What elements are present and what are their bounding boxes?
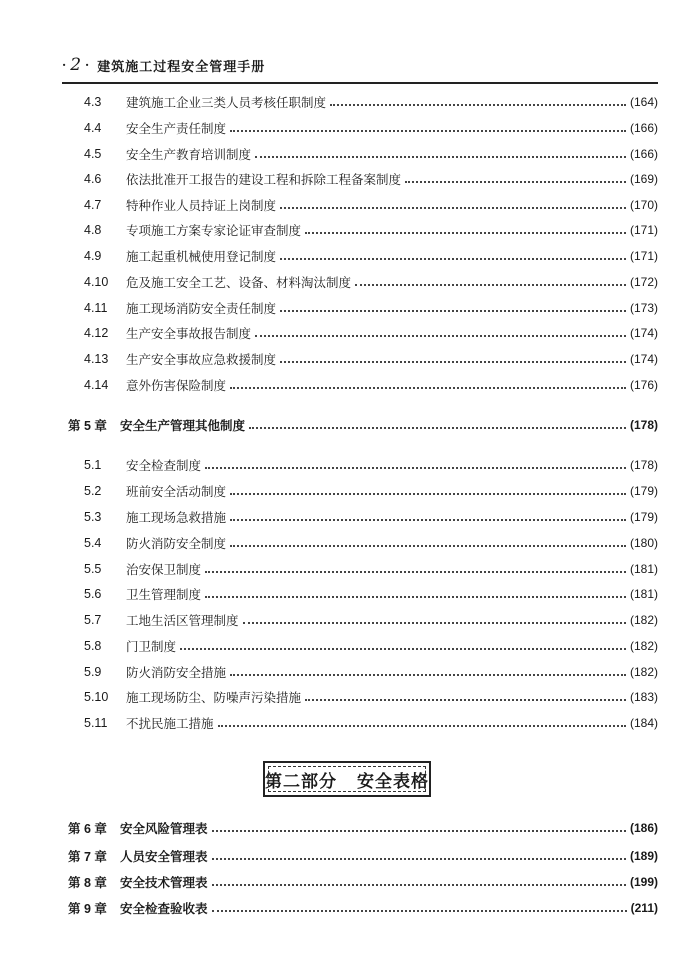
toc-entry-number: 4.12 <box>84 326 109 340</box>
toc-entry[interactable] <box>84 271 658 293</box>
toc-leader <box>305 699 626 701</box>
toc-entry-title: 意外伤害保险制度 <box>126 378 227 393</box>
toc-entry-title: 施工现场防尘、防噪声污染措施 <box>126 690 302 705</box>
toc-chapter-page: (189) <box>629 849 658 863</box>
toc-leader <box>330 104 626 106</box>
toc-leader <box>212 910 627 912</box>
toc-entry-page: (181) <box>629 562 658 576</box>
toc-entry-page: (173) <box>629 301 658 315</box>
toc-leader <box>255 335 626 337</box>
page-number: 2 <box>70 55 82 75</box>
toc-chapter-number: 第 6 章 <box>68 822 107 836</box>
toc-entry[interactable] <box>84 686 658 708</box>
toc-entry[interactable] <box>84 297 658 319</box>
toc-leader <box>230 387 626 389</box>
toc-entry[interactable] <box>84 322 658 344</box>
toc-entry-page: (184) <box>629 716 658 730</box>
toc-entry-page: (179) <box>629 510 658 524</box>
toc-entry[interactable] <box>84 480 658 502</box>
toc-entry-title: 门卫制度 <box>126 639 177 654</box>
toc-entry-page: (166) <box>629 147 658 161</box>
toc-entry-title: 班前安全活动制度 <box>126 484 227 499</box>
toc-entry-number: 4.9 <box>84 249 102 263</box>
toc-leader <box>230 519 626 521</box>
toc-entry-title: 特种作业人员持证上岗制度 <box>126 198 277 213</box>
toc-entry-number: 4.4 <box>84 121 102 135</box>
part-label: 第二部分 <box>265 771 337 792</box>
toc-entry[interactable] <box>84 635 658 657</box>
toc-chapter-page: (211) <box>630 901 658 915</box>
toc-leader <box>205 571 626 573</box>
toc-leader <box>230 493 626 495</box>
toc-entry-page: (179) <box>629 484 658 498</box>
toc-leader <box>230 545 626 547</box>
toc-entry-number: 5.6 <box>84 587 102 601</box>
toc-leader <box>205 467 626 469</box>
toc-entry-page: (178) <box>629 458 658 472</box>
toc-chapter-page: (199) <box>629 875 658 889</box>
toc-chapter[interactable] <box>68 897 658 919</box>
toc-entry-title: 依法批准开工报告的建设工程和拆除工程备案制度 <box>126 172 402 187</box>
toc-entry[interactable] <box>84 609 658 631</box>
toc-chapter-number: 第 8 章 <box>68 876 107 890</box>
toc-entry-title: 生产安全事故报告制度 <box>126 326 252 341</box>
toc-leader <box>230 130 626 132</box>
toc-entry-page: (182) <box>629 665 658 679</box>
toc-entry[interactable] <box>84 454 658 476</box>
toc-chapter-number: 第 7 章 <box>68 850 107 864</box>
toc-entry-title: 工地生活区管理制度 <box>126 613 239 628</box>
toc-leader <box>355 284 626 286</box>
toc-entry-page: (169) <box>629 172 658 186</box>
header-rule <box>62 82 658 84</box>
toc-entry-title: 危及施工安全工艺、设备、材料淘汰制度 <box>126 275 352 290</box>
toc-entry-title: 安全生产教育培训制度 <box>126 147 252 162</box>
toc-entry-page: (170) <box>629 198 658 212</box>
toc-entry-title: 专项施工方案专家论证审查制度 <box>126 223 302 238</box>
toc-entry-page: (181) <box>629 587 658 601</box>
toc-entry-title: 施工现场急救措施 <box>126 510 227 525</box>
toc-entry-page: (180) <box>629 536 658 550</box>
toc-entry-number: 4.8 <box>84 223 102 237</box>
toc-entry-number: 4.11 <box>84 301 108 315</box>
toc-entry[interactable] <box>84 168 658 190</box>
toc-leader <box>212 858 626 860</box>
toc-leader <box>280 310 626 312</box>
toc-chapter-title: 安全技术管理表 <box>120 875 208 890</box>
toc-chapter-title: 人员安全管理表 <box>120 849 208 864</box>
toc-entry-number: 4.14 <box>84 378 109 392</box>
toc-entry-number: 4.6 <box>84 172 102 186</box>
toc-entry[interactable] <box>84 374 658 396</box>
toc-entry-number: 5.4 <box>84 536 102 550</box>
toc-entry[interactable] <box>84 661 658 683</box>
toc-entry-number: 4.7 <box>84 198 102 212</box>
toc-entry[interactable] <box>84 506 658 528</box>
toc-entry-title: 施工起重机械使用登记制度 <box>126 249 277 264</box>
toc-entry-number: 5.9 <box>84 665 102 679</box>
toc-leader <box>230 674 626 676</box>
part-two-banner[interactable] <box>263 761 431 797</box>
toc-chapter-5[interactable] <box>68 414 658 436</box>
toc-chapter-page: (178) <box>629 418 658 432</box>
toc-leader <box>212 884 626 886</box>
toc-entry-page: (183) <box>629 690 658 704</box>
toc-entry-page: (176) <box>629 378 658 392</box>
toc-entry-page: (171) <box>629 249 658 263</box>
toc-entry-page: (172) <box>629 275 658 289</box>
toc-leader <box>280 361 626 363</box>
toc-leader <box>180 648 626 650</box>
toc-entry-page: (164) <box>629 95 658 109</box>
toc-leader <box>205 596 626 598</box>
toc-entry-number: 5.5 <box>84 562 102 576</box>
toc-entry-page: (166) <box>629 121 658 135</box>
running-header <box>62 52 662 78</box>
book-title: 建筑施工过程安全管理手册 <box>97 59 266 75</box>
toc-entry-number: 4.10 <box>84 275 109 289</box>
toc-entry-title: 安全检查制度 <box>126 458 202 473</box>
toc-entry-number: 4.5 <box>84 147 102 161</box>
toc-entry-title: 防火消防安全制度 <box>126 536 227 551</box>
toc-entry-title: 卫生管理制度 <box>126 587 202 602</box>
toc-entry-number: 5.1 <box>84 458 102 472</box>
toc-entry-number: 5.8 <box>84 639 102 653</box>
toc-entry[interactable] <box>84 219 658 241</box>
toc-entry-number: 5.11 <box>84 716 108 730</box>
toc-entry-title: 防火消防安全措施 <box>126 665 227 680</box>
toc-entry-number: 5.10 <box>84 690 109 704</box>
toc-entry-number: 4.3 <box>84 95 102 109</box>
toc-entry-page: (174) <box>629 326 658 340</box>
toc-chapter[interactable] <box>68 845 658 867</box>
toc-entry-title: 治安保卫制度 <box>126 562 202 577</box>
header-bullet-left: · <box>62 58 67 72</box>
toc-leader <box>243 622 626 624</box>
toc-entry[interactable] <box>84 348 658 370</box>
toc-leader <box>255 156 626 158</box>
toc-entry-page: (174) <box>629 352 658 366</box>
toc-entry[interactable] <box>84 143 658 165</box>
toc-entry-page: (171) <box>629 223 658 237</box>
toc-entry[interactable] <box>84 245 658 267</box>
toc-leader <box>212 830 626 832</box>
header-bullet-right: · <box>85 58 90 72</box>
toc-chapter-number: 第 5 章 <box>68 419 107 433</box>
toc-entry-title: 生产安全事故应急救援制度 <box>126 352 277 367</box>
part-title: 安全表格 <box>357 771 429 792</box>
toc-leader <box>218 725 626 727</box>
toc-entry-title: 不扰民施工措施 <box>126 716 214 731</box>
toc-entry-title: 安全生产责任制度 <box>126 121 227 136</box>
toc-entry-number: 5.2 <box>84 484 102 498</box>
toc-chapter-number: 第 9 章 <box>68 902 107 916</box>
toc-entry[interactable] <box>84 712 658 734</box>
toc-entry-number: 4.13 <box>84 352 109 366</box>
toc-leader <box>405 181 626 183</box>
toc-chapter-title: 安全检查验收表 <box>120 901 208 916</box>
toc-chapter[interactable] <box>68 871 658 893</box>
toc-chapter-page: (186) <box>629 821 658 835</box>
toc-chapter[interactable] <box>68 817 658 839</box>
toc-chapter-title: 安全风险管理表 <box>120 821 208 836</box>
toc-chapter-title: 安全生产管理其他制度 <box>120 418 246 433</box>
toc-entry[interactable] <box>84 532 658 554</box>
toc-entry-page: (182) <box>629 613 658 627</box>
toc-entry[interactable] <box>84 194 658 216</box>
toc-leader <box>305 232 626 234</box>
toc-entry[interactable] <box>84 91 658 113</box>
toc-entry-title: 建筑施工企业三类人员考核任职制度 <box>126 95 327 110</box>
toc-entry[interactable] <box>84 558 658 580</box>
toc-entry-number: 5.3 <box>84 510 102 524</box>
toc-entry-title: 施工现场消防安全责任制度 <box>126 301 277 316</box>
toc-entry[interactable] <box>84 583 658 605</box>
toc-leader <box>280 207 626 209</box>
toc-entry-page: (182) <box>629 639 658 653</box>
toc-leader <box>249 427 626 429</box>
toc-entry[interactable] <box>84 117 658 139</box>
toc-leader <box>280 258 626 260</box>
toc-entry-number: 5.7 <box>84 613 102 627</box>
